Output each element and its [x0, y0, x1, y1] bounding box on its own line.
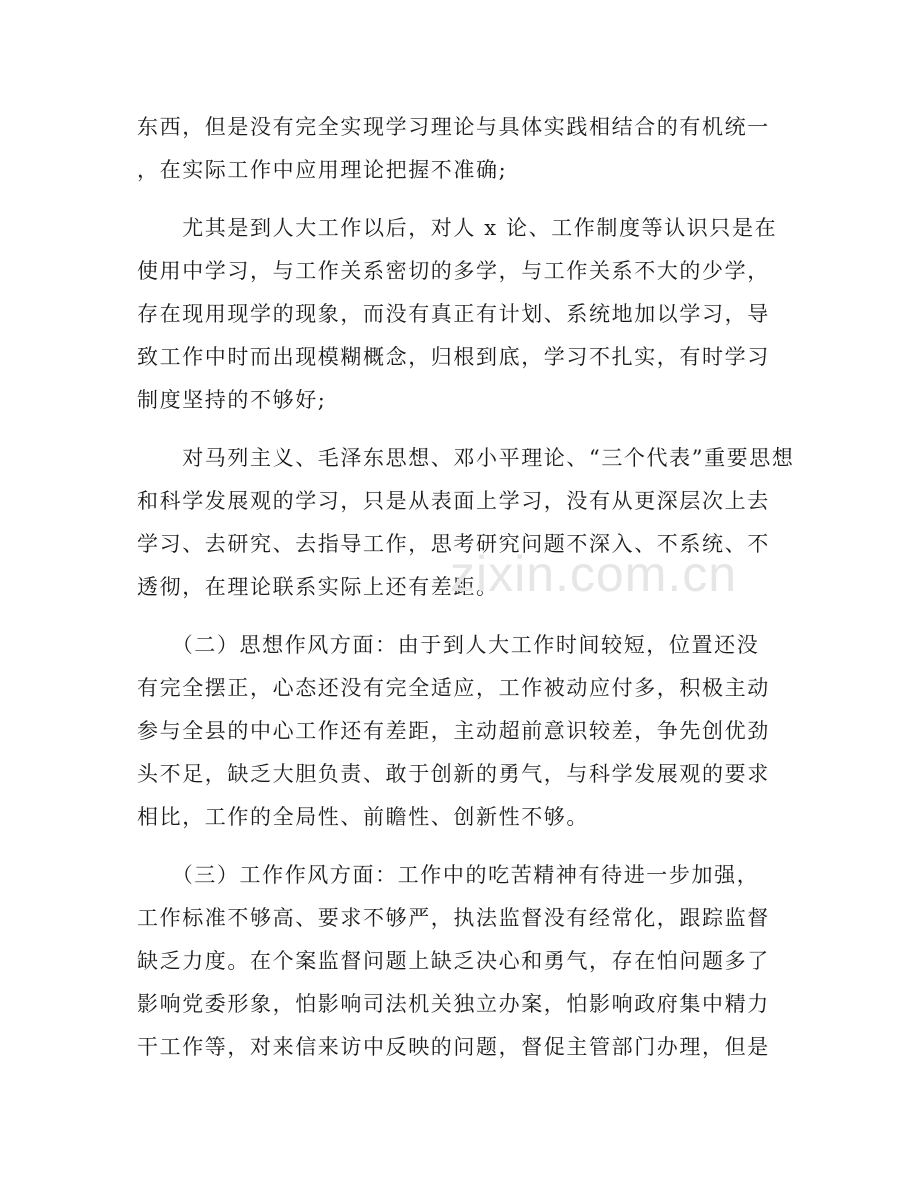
text-line: 干工作等，对来信来访中反映的问题，督促主管部门办理，但是: [137, 1035, 770, 1059]
text-line: 工作标准不够高、要求不够严，执法监督没有经常化，跟踪监督: [137, 906, 770, 930]
text-line: 缺乏力度。在个案监督问题上缺乏决心和勇气，存在怕问题多了: [137, 949, 770, 973]
text-line: 影响党委形象，怕影响司法机关独立办案，怕影响政府集中精力: [137, 992, 770, 1016]
text-line: 使用中学习，与工作关系密切的多学，与工作关系不大的少学，: [137, 259, 770, 283]
text-line: 存在现用现学的现象，而没有真正有计划、系统地加以学习，导: [137, 302, 770, 326]
text-line: 透彻，在理论联系实际上还有差距。: [137, 575, 499, 599]
text-line: 参与全县的中心工作还有差距，主动超前意识较差，争先创优劲: [137, 719, 770, 743]
text-line: （二）思想作风方面：由于到人大工作时间较短，位置还没: [137, 633, 760, 657]
text-line: 尤其是到人大工作以后，对人 x 论、工作制度等认识只是在: [137, 216, 778, 240]
text-line: 有完全摆正，心态还没有完全适应，工作被动应付多，积极主动: [137, 676, 770, 700]
text-line: 学习、去研究、去指导工作，思考研究问题不深入、不系统、不: [137, 532, 770, 556]
text-line: 对马列主义、毛泽东思想、邓小平理论、“三个代表”重要思想: [137, 446, 795, 470]
text-line: ，在实际工作中应用理论把握不准确;: [137, 158, 508, 182]
text-line: 和科学发展观的学习，只是从表面上学习，没有从更深层次上去: [137, 489, 770, 513]
text-line: 相比，工作的全局性、前瞻性、创新性不够。: [137, 805, 589, 829]
text-line: （三）工作作风方面：工作中的吃苦精神有待进一步加强，: [137, 863, 760, 887]
text-line: 制度坚持的不够好;: [137, 388, 327, 412]
text-line: 东西，但是没有完全实现学习理论与具体实践相结合的有机统一: [137, 115, 770, 139]
text-line: 头不足，缺乏大胆负责、敢于创新的勇气，与科学发展观的要求: [137, 762, 770, 786]
text-line: 致工作中时而出现模糊概念，归根到底，学习不扎实，有时学习: [137, 345, 770, 369]
watermark: zixin.com.cn: [450, 546, 738, 602]
